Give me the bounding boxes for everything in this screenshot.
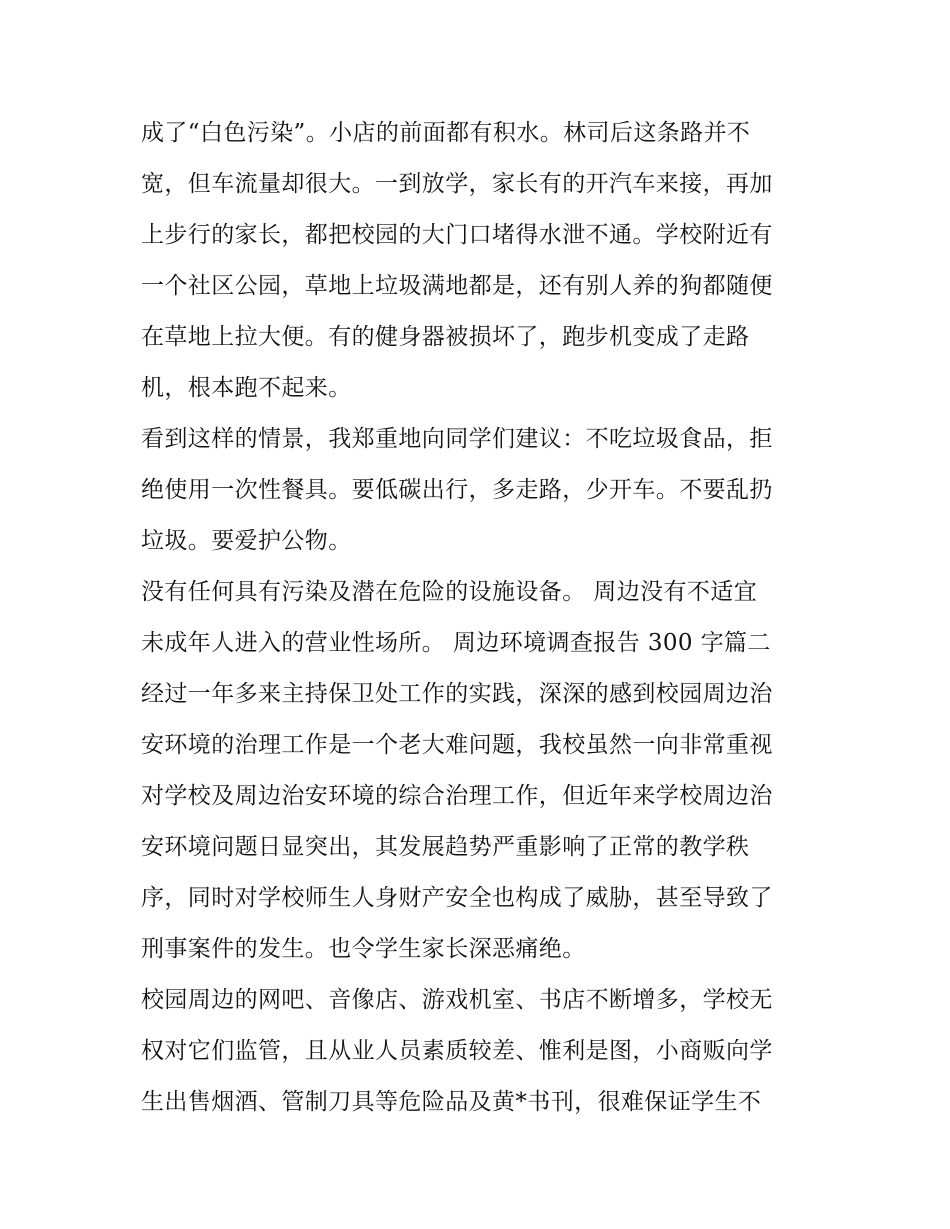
text-line: 对学校及周边治安环境的综合治理工作，但近年来学校周边治 <box>141 783 773 809</box>
text-line: 未成年人进入的营业性场所。 周边环境调查报告 300 字篇二 <box>141 630 771 656</box>
text-line: 经过一年多来主持保卫处工作的实践，深深的感到校园周边治 <box>141 681 773 707</box>
text-line: 垃圾。要爱护公物。 <box>141 528 352 554</box>
text-line: 看到这样的情景，我郑重地向同学们建议：不吃垃圾食品，拒 <box>141 426 773 452</box>
text-line: 安环境问题日显突出，其发展趋势严重影响了正常的教学秩 <box>141 834 750 860</box>
text-line: 权对它们监管，且从业人员素质较差、惟利是图，小商贩向学 <box>141 1038 773 1064</box>
text-line: 序，同时对学校师生人身财产安全也构成了威胁，甚至导致了 <box>141 885 773 911</box>
text-line: 生出售烟酒、管制刀具等危险品及黄*书刊，很难保证学生不 <box>141 1089 762 1115</box>
document-body <box>141 108 813 1128</box>
text-line: 在草地上拉大便。有的健身器被损坏了，跑步机变成了走路 <box>141 324 750 350</box>
text-line: 安环境的治理工作是一个老大难问题，我校虽然一向非常重视 <box>141 732 773 758</box>
text-line: 宽，但车流量却很大。一到放学，家长有的开汽车来接，再加 <box>141 171 773 197</box>
text-line: 没有任何具有污染及潜在危险的设施设备。 周边没有不适宜 <box>141 579 758 605</box>
text-line: 上步行的家长，都把校园的大门口堵得水泄不通。学校附近有 <box>141 222 773 248</box>
text-line: 刑事案件的发生。也令学生家长深恶痛绝。 <box>141 936 586 962</box>
text-line: 一个社区公园，草地上垃圾满地都是，还有别人养的狗都随便 <box>141 273 773 299</box>
text-line: 绝使用一次性餐具。要低碳出行，多走路，少开车。不要乱扔 <box>141 477 773 503</box>
text-line: 校园周边的网吧、音像店、游戏机室、书店不断增多，学校无 <box>141 987 773 1013</box>
text-line: 成了“白色污染”。小店的前面都有积水。林司后这条路并不 <box>141 120 751 146</box>
text-line: 机，根本跑不起来。 <box>141 375 352 401</box>
